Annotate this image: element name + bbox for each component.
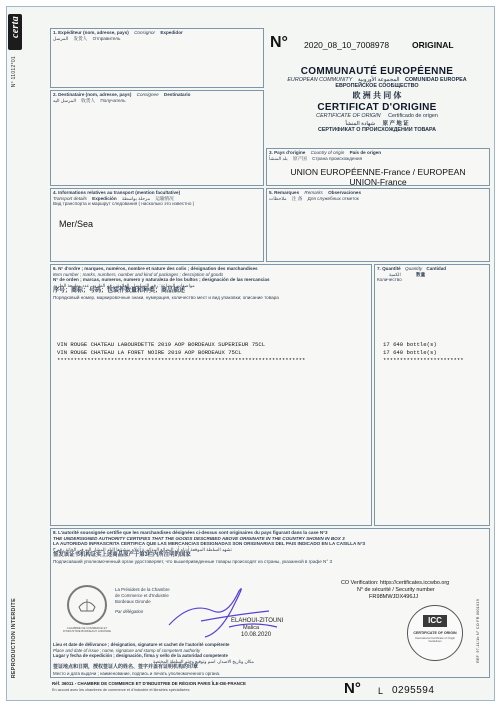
stamp-line: de Commerce et d'Industrie xyxy=(115,593,169,598)
certificate-title: CERTIFICAT D'ORIGINE xyxy=(317,102,437,113)
certa-logo-text: certa xyxy=(10,16,21,39)
certificate-number: 2020_08_10_7008978 xyxy=(304,40,390,50)
reproduction-notice: REPRODUCTION INTERDITE xyxy=(11,598,17,679)
box-certification: 8. L'autorité soussignée certifie que les marchandises désignées ci-dessus sont originaires du pays figurant dans la case N°3 THE UNDERSIGNED AUTHORITY CERTIFIES THAT THE GOODS DESCRIBED ABOVE ORIGINATE IN THE COUNTRY SHOWN IN BOX 3 LA AUTORIDAD INFRASCRITA CERTIFICA QUE LAS MERCANCIAS DESIGNADAS SON ORIGINARIAS DEL PAIS INDICADO EN LA CASILLA N°3 تشهد السلطة الموقعة أدناه أن البضائع المذكورة أعلاه منشؤها البلد المشار اليه في الخانة رقم ٣ 签发该证书机构证实上述商品原产于第3栏内所注明的国家 Подписавший уполномоченный орган удостоверяет, что вышеприведенные товары происходят из страны, указанной в графе N° 3 CO Verification: https://certificates.iccwbo.org N° de sécurité / Security number FR98MWJDX496JJ CHAMBRE DE COMMERCE ET D'INDUSTRIE BORDEAUX GIRONDE La Président de la Chambre de Commerce et d'Industrie Bordeaux Gironde Par délégation ELAHOUI-ZITOUNI Malica 10.08.2020 Lieu et date de délivrance ; désignation, signature et cachet de l'autorité compétente Place and date of issue ; name, signature and stamp of competent authority Lugar y fecha de expedición ; designación, firma y sello de la autoridad competente مكان وتاريخ الاصدار، اسم وتوقيع وختم السلطة المختصة 签证地点和日期，授权签证人的姓名、签字并盖有证明机构的印章 Место и дата выдачи ; наименование, подпись и печать уполномоченного органа. ICC CERTIFICATE OF ORIGIN International Certificate of Origin Guidelines REF. 97-11/1b N° CO FR 0001019 xyxy=(50,528,490,678)
footer-ref: Réf. 36011 - CHAMBRE DE COMMERCE ET D'INDUSTRIE DE RÉGION PARIS ÎLE-DE-FRANCE xyxy=(52,681,246,686)
consignee-label: 2. Destinataire (nom, adresse, pays) xyxy=(53,92,132,97)
stamp-line: Par délégation xyxy=(115,609,144,614)
transport-value: Mer/Sea xyxy=(59,219,94,229)
box-country-of-origin: 3. Pays d'origine Country of origin País de origen بلد المنشأ 原产国 Страна происхождения UNION EUROPÉENNE-France / EUROPEAN UNION-France xyxy=(266,148,490,186)
serial-letter: L xyxy=(378,686,384,696)
side-code: REF. 97-11/1b N° CO FR 0001019 xyxy=(476,599,480,663)
seal-caption: CHAMBRE DE COMMERCE ET D'INDUSTRIE BORDEAUX GIRONDE xyxy=(63,626,111,634)
box-remarks: 5. Remarques Remarks Observaciones ملاحظات 注 备 Для служебных отметок xyxy=(266,188,490,262)
goods-line: ************************************************************************** xyxy=(57,357,306,364)
serial-prefix: N° xyxy=(344,680,361,697)
box-goods-description: 6. N° d'ordre ; marques, numéros, nombre et nature des colis ; désignation des marchandises Item number ; marks, numbers, number and kind of packages ; description of goods N° de orden ; marcas, numeros, numero y naturaleza de los bultos ; designación de las mercancias مواصفات البضاعة: رقم التسلسل، العلامة، رقم الطرود، عدد وطبيعة الطرود 序号；商标；号码；包装件数量和种类；商品描述 Порядковый номер, маркировочные знаки, нумерация, количество мест и вид упаковки; описание товара VIN ROUGE CHATEAU LABOURDETTE 2019 AOP BORDEAUX SUPERIEUR 75CL VIN ROUGE CHATEAU LA FORET NOIRE 2019 AOP BORDEAUX 75CL ************************************************************************** xyxy=(50,264,372,526)
quantity-line: 17 640 bottle(s) xyxy=(383,349,437,356)
co-verification: CO Verification: https://certificates.iccwbo.org xyxy=(341,580,450,586)
signer-first-name: Malica xyxy=(243,625,260,631)
goods-line: VIN ROUGE CHATEAU LABOURDETTE 2019 AOP BORDEAUX SUPERIEUR 75CL xyxy=(57,341,266,348)
icc-seal-title: CERTIFICATE OF ORIGIN xyxy=(413,631,457,635)
original-mark: ORIGINAL xyxy=(412,40,454,50)
quantity-line: ************************ xyxy=(383,357,464,364)
box-consignor: 1. Expéditeur (nom, adresse, pays) Consignor Expedidor المرسل 发货人 Отправитель xyxy=(50,28,264,88)
icc-logo: ICC xyxy=(423,615,447,627)
box-consignee: 2. Destinataire (nom, adresse, pays) Consignee Destinatario المرسل اليه 收货人 Получатель xyxy=(50,90,264,186)
icc-seal-subtitle: International Certificate of Origin Guidelines xyxy=(414,636,456,644)
certificate-number-prefix: N° xyxy=(270,34,288,51)
stamp-line: La Président de la Chambre xyxy=(115,587,170,592)
consignor-label: 1. Expéditeur (nom, adresse, pays) xyxy=(53,30,129,35)
signer-name: ELAHOUI-ZITOUNI xyxy=(231,618,284,624)
place-date-labels: Lieu et date de délivrance ; désignation, signature et cachet de l'autorité compétente Place and date of issue ; name, signature and stamp of competent authority Lugar y fecha de expedición ; designación, firma y sello de la autoridad competente مكان وتاريخ الاصدار، اسم وتوقيع وختم السلطة المختصة 签证地点和日期，授权签证人的姓名、签字并盖有证明机构的印章 Место и дата выдачи ; наименование, подпись и печать уполномоченного органа. xyxy=(53,642,254,676)
box-transport: 4. Informations relatives au transport (mention facultative) Transport details Expedición مرحلة بواسطة 运输情况 Вид транспорта и маршрут следования ( насколько это известно ) Mer/Sea xyxy=(50,188,264,262)
chamber-seal-emblem xyxy=(75,593,99,617)
goods-line: VIN ROUGE CHATEAU LA FORET NOIRE 2019 AOP BORDEAUX 75CL xyxy=(57,349,242,356)
box-quantity: 7. Quantité Quantity Cantidad الكمية 数量 Количество 17 640 bottle(s) 17 640 bottle(s) ************************ xyxy=(374,264,490,526)
issue-date: 10.08.2020 xyxy=(241,632,272,638)
security-number: FR98MWJDX496JJ xyxy=(369,594,419,600)
footer-ref-note: En accord avec les chambres de commerce et d'industrie et librairies spécialisées xyxy=(52,688,190,692)
stamp-line: Bordeaux Gironde xyxy=(115,599,151,604)
form-number: N° 11012*01 xyxy=(11,56,17,88)
country-of-origin-value: UNION EUROPÉENNE-France / EUROPEAN UNION-France xyxy=(290,167,466,187)
quantity-line: 17 640 bottle(s) xyxy=(383,341,437,348)
header-community: COMMUNAUTÉ EUROPÉENNE EUROPEAN COMMUNITY المجموعة الأوروبية COMUNIDAD EUROPEA ЕВРОПЕЙСКОЕ СООБЩЕСТВО 欧 洲 共 同 体 CERTIFICAT D'ORIGINE CERTIFICATE OF ORIGIN Certificado de origen شهادة المنشأ 原 产 地 证 СЕРТИФИКАТ О ПРОИСХОЖДЕНИИ ТОВАРА xyxy=(264,66,490,133)
serial-number: 0295594 xyxy=(392,685,435,696)
security-number-label: N° de sécurité / Security number xyxy=(357,587,435,593)
